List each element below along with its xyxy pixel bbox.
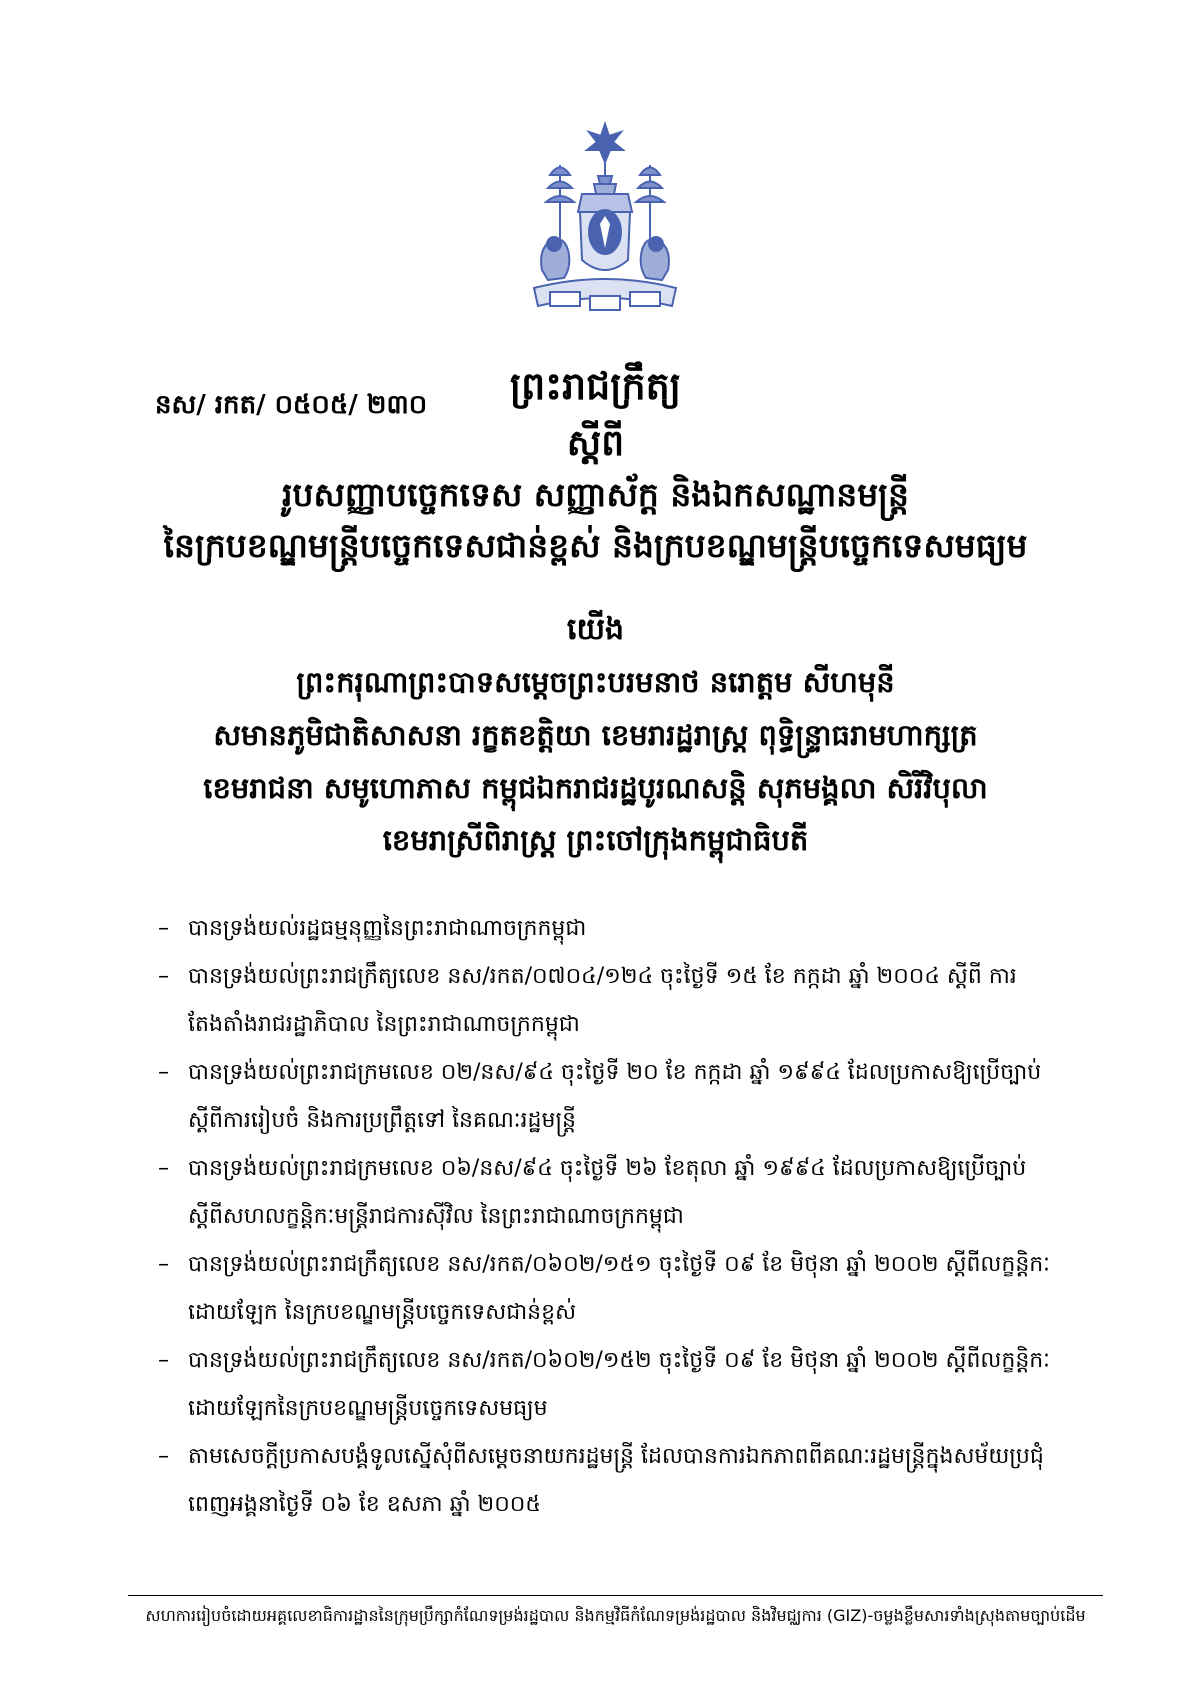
document-title: ព្រះរាជក្រឹត្យ [509, 364, 682, 408]
dash-bullet: – [158, 1252, 169, 1277]
reference-text: បានទ្រង់យល់ព្រះរាជក្រមលេខ ០៦/នស/៩៤ ចុះថ្ងៃទី ២៦ ខែតុលា ឆ្នាំ ១៩៩៤ ដែលប្រកាសឱ្យប្រើច្បាប់ស្ដីពីសហលក្ខន្តិកៈមន្ត្រីរាជការស៊ីវិល នៃព្រះរាជាណាចក្រកម្ពុជា [188, 1156, 1027, 1229]
footer-note: សហការរៀបចំដោយអគ្គលេខាធិការដ្ឋាននៃក្រុមប្រឹក្សាកំណែទម្រង់រដ្ឋបាល និងកម្មវិធីកំណែទម្រង់រដ្ឋបាល និងវិមជ្ឈការ (GIZ)-ចម្លងខ្លឹមសារទាំងស្រុងតាមច្បាប់ដើម [145, 1606, 1086, 1625]
reference-text: បានទ្រង់យល់ព្រះរាជក្រឹត្យលេខ នស/រកត/០៧០៤/១២៤ ចុះថ្ងៃទី ១៥ ខែ កក្កដា ឆ្នាំ ២០០៤ ស្ដីពី ការតែងតាំងរាជរដ្ឋាភិបាល នៃព្រះរាជាណាចក្រកម្ពុជា [188, 964, 1017, 1037]
king-title-line-3: ខេមរាជនា សមូហោភាស កម្ពុជឯករាជរដ្ឋបូរណសន្តិ សុភមង្គលា សិរីវិបុលា [203, 771, 988, 805]
king-title-line-2: សមានភូមិជាតិសាសនា រក្ខតខត្តិយា ខេមរារដ្ឋរាស្ដ្រ ពុទ្ធិន្ទ្រាធរាមហាក្សត្រ [213, 718, 978, 752]
footer-divider [128, 1595, 1103, 1596]
document-title-about: ស្ដីពី [566, 423, 625, 464]
document-reference-number: នស/ រកត/ ០៥០៥/ ២៣០ [155, 390, 428, 420]
document-subject-line-2: នៃក្របខណ្ឌមន្ត្រីបច្ចេកទេសជាន់ខ្ពស់ និងក្របខណ្ឌមន្ត្រីបច្ចេកទេសមធ្យម [163, 526, 1028, 565]
list-item [158, 1337, 1058, 1433]
legal-references-list [158, 905, 1058, 1529]
list-item [158, 1049, 1058, 1145]
document-subject-line-1: រូបសញ្ញាបច្ចេកទេស សញ្ញាស័ក្ដ និងឯកសណ្ឋានមន្ត្រី [282, 475, 909, 514]
reference-text: តាមសេចក្ដីប្រកាសបង្គំទូលស្នើសុំពីសម្ដេចនាយករដ្ឋមន្ត្រី ដែលបានការឯកភាពពីគណៈរដ្ឋមន្ត្រីក្នុងសម័យប្រជុំពេញអង្គនាថ្ងៃទី ០៦ ខែ ឧសភា ឆ្នាំ ២០០៥ [188, 1444, 1044, 1517]
king-title-line-4: ខេមរាស្រីពិរាស្ដ្រ ព្រះចៅក្រុងកម្ពុជាធិបតី [382, 823, 809, 857]
dash-bullet: – [158, 964, 169, 989]
list-item [158, 1433, 1058, 1529]
dash-bullet: – [158, 1156, 169, 1181]
list-item [158, 1241, 1058, 1337]
royal-coat-of-arms-icon [520, 120, 690, 330]
king-title-line-1: ព្រះករុណាព្រះបាទសម្ដេចព្រះបរមនាថ នរោត្ដម សីហមុនី [296, 665, 895, 699]
list-item [158, 905, 1058, 953]
dash-bullet: – [158, 1348, 169, 1373]
dash-bullet: – [158, 1444, 169, 1469]
reference-text: បានទ្រង់យល់ព្រះរាជក្រមលេខ ០២/នស/៩៤ ចុះថ្ងៃទី ២០ ខែ កក្កដា ឆ្នាំ ១៩៩៤ ដែលប្រកាសឱ្យប្រើច្បាប់ស្ដីពីការរៀបចំ និងការប្រព្រឹត្តទៅ នៃគណៈរដ្ឋមន្ត្រី [188, 1060, 1042, 1133]
reference-text: បានទ្រង់យល់រដ្ឋធម្មនុញ្ញនៃព្រះរាជាណាចក្រកម្ពុជា [188, 916, 587, 941]
we-heading: យើង [566, 612, 625, 647]
list-item [158, 1145, 1058, 1241]
reference-text: បានទ្រង់យល់ព្រះរាជក្រឹត្យលេខ នស/រកត/០៦០២/១៥២ ចុះថ្ងៃទី ០៩ ខែ មិថុនា ឆ្នាំ ២០០២ ស្ដីពីលក្ខន្តិកៈដោយឡែកនៃក្របខណ្ឌមន្ត្រីបច្ចេកទេសមធ្យម [188, 1348, 1050, 1421]
dash-bullet: – [158, 916, 169, 941]
list-item [158, 953, 1058, 1049]
dash-bullet: – [158, 1060, 169, 1085]
reference-text: បានទ្រង់យល់ព្រះរាជក្រឹត្យលេខ នស/រកត/០៦០២/១៥១ ចុះថ្ងៃទី ០៩ ខែ មិថុនា ឆ្នាំ ២០០២ ស្ដីពីលក្ខន្តិកៈដោយឡែក នៃក្របខណ្ឌមន្ត្រីបច្ចេកទេសជាន់ខ្ពស់ [188, 1252, 1050, 1325]
